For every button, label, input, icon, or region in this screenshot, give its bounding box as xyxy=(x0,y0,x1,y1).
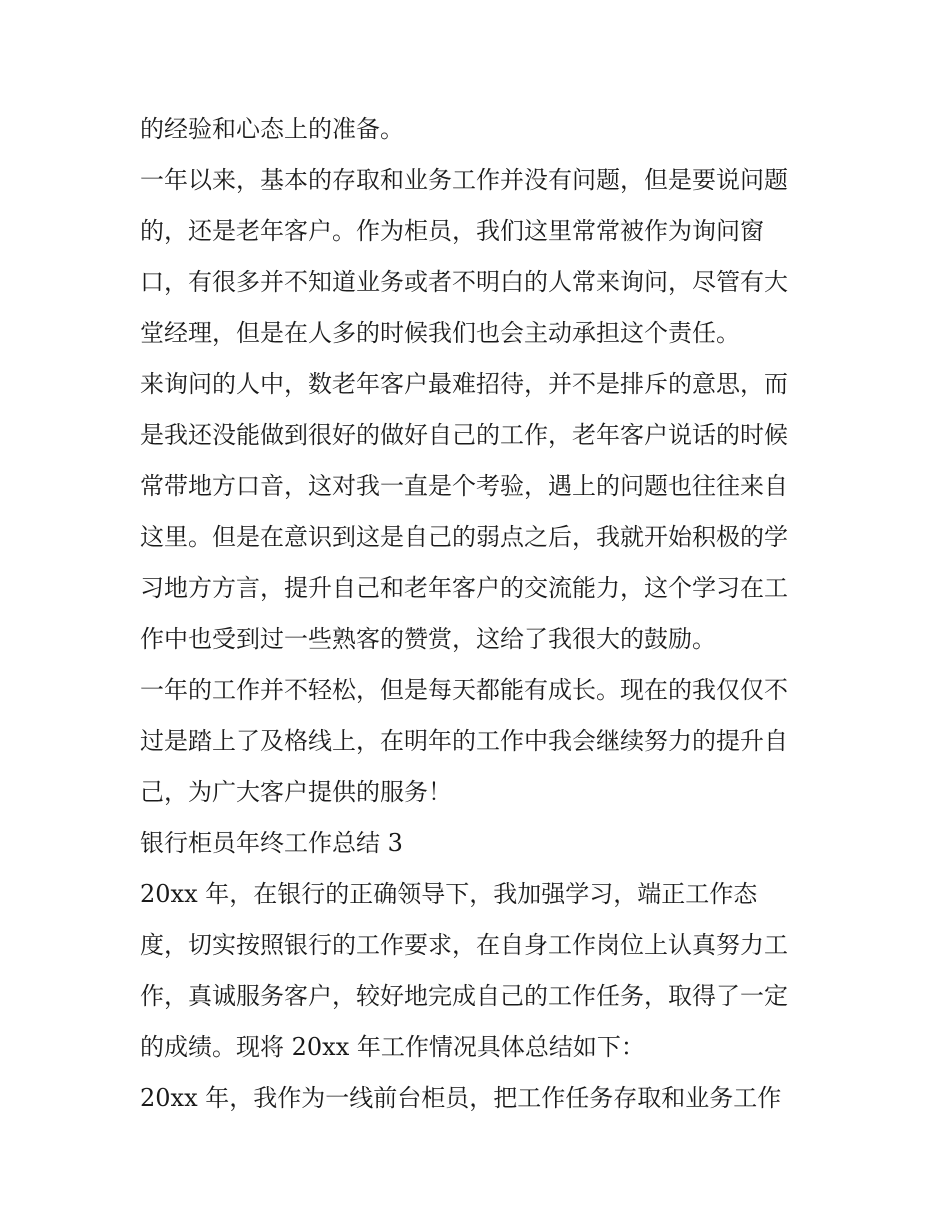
text-line: 是我还没能做到很好的做好自己的工作，老年客户说话的时候 xyxy=(140,421,788,449)
text-line: 己，为广大客户提供的服务！ xyxy=(140,778,452,806)
text-line: 一年的工作并不轻松，但是每天都能有成长。现在的我仅仅不 xyxy=(140,676,788,704)
text-line: 的成绩。现将 20xx 年工作情况具体总结如下： xyxy=(140,1033,645,1061)
text-line: 20xx 年，在银行的正确领导下，我加强学习，端正工作态 xyxy=(140,880,758,908)
section-heading: 银行柜员年终工作总结 3 xyxy=(140,829,403,857)
text-line: 来询问的人中，数老年客户最难招待，并不是排斥的意思，而 xyxy=(140,370,788,398)
text-line: 20xx 年，我作为一线前台柜员，把工作任务存取和业务工作 xyxy=(140,1084,782,1112)
text-line: 这里。但是在意识到这是自己的弱点之后，我就开始积极的学 xyxy=(140,523,788,551)
text-line: 的，还是老年客户。作为柜员，我们这里常常被作为询问窗 xyxy=(140,217,764,245)
text-line: 作中也受到过一些熟客的赞赏，这给了我很大的鼓励。 xyxy=(140,625,716,653)
text-line: 口，有很多并不知道业务或者不明白的人常来询问，尽管有大 xyxy=(140,268,788,296)
text-line: 过是踏上了及格线上，在明年的工作中我会继续努力的提升自 xyxy=(140,727,788,755)
text-line: 度，切实按照银行的工作要求，在自身工作岗位上认真努力工 xyxy=(140,931,788,959)
text-line: 习地方方言，提升自己和老年客户的交流能力，这个学习在工 xyxy=(140,574,788,602)
text-line: 作，真诚服务客户，较好地完成自己的工作任务，取得了一定 xyxy=(140,982,788,1010)
text-line: 的经验和心态上的准备。 xyxy=(140,115,404,143)
text-line: 一年以来，基本的存取和业务工作并没有问题，但是要说问题 xyxy=(140,166,788,194)
text-line: 常带地方口音，这对我一直是个考验，遇上的问题也往往来自 xyxy=(140,472,788,500)
text-line: 堂经理，但是在人多的时候我们也会主动承担这个责任。 xyxy=(140,319,740,347)
